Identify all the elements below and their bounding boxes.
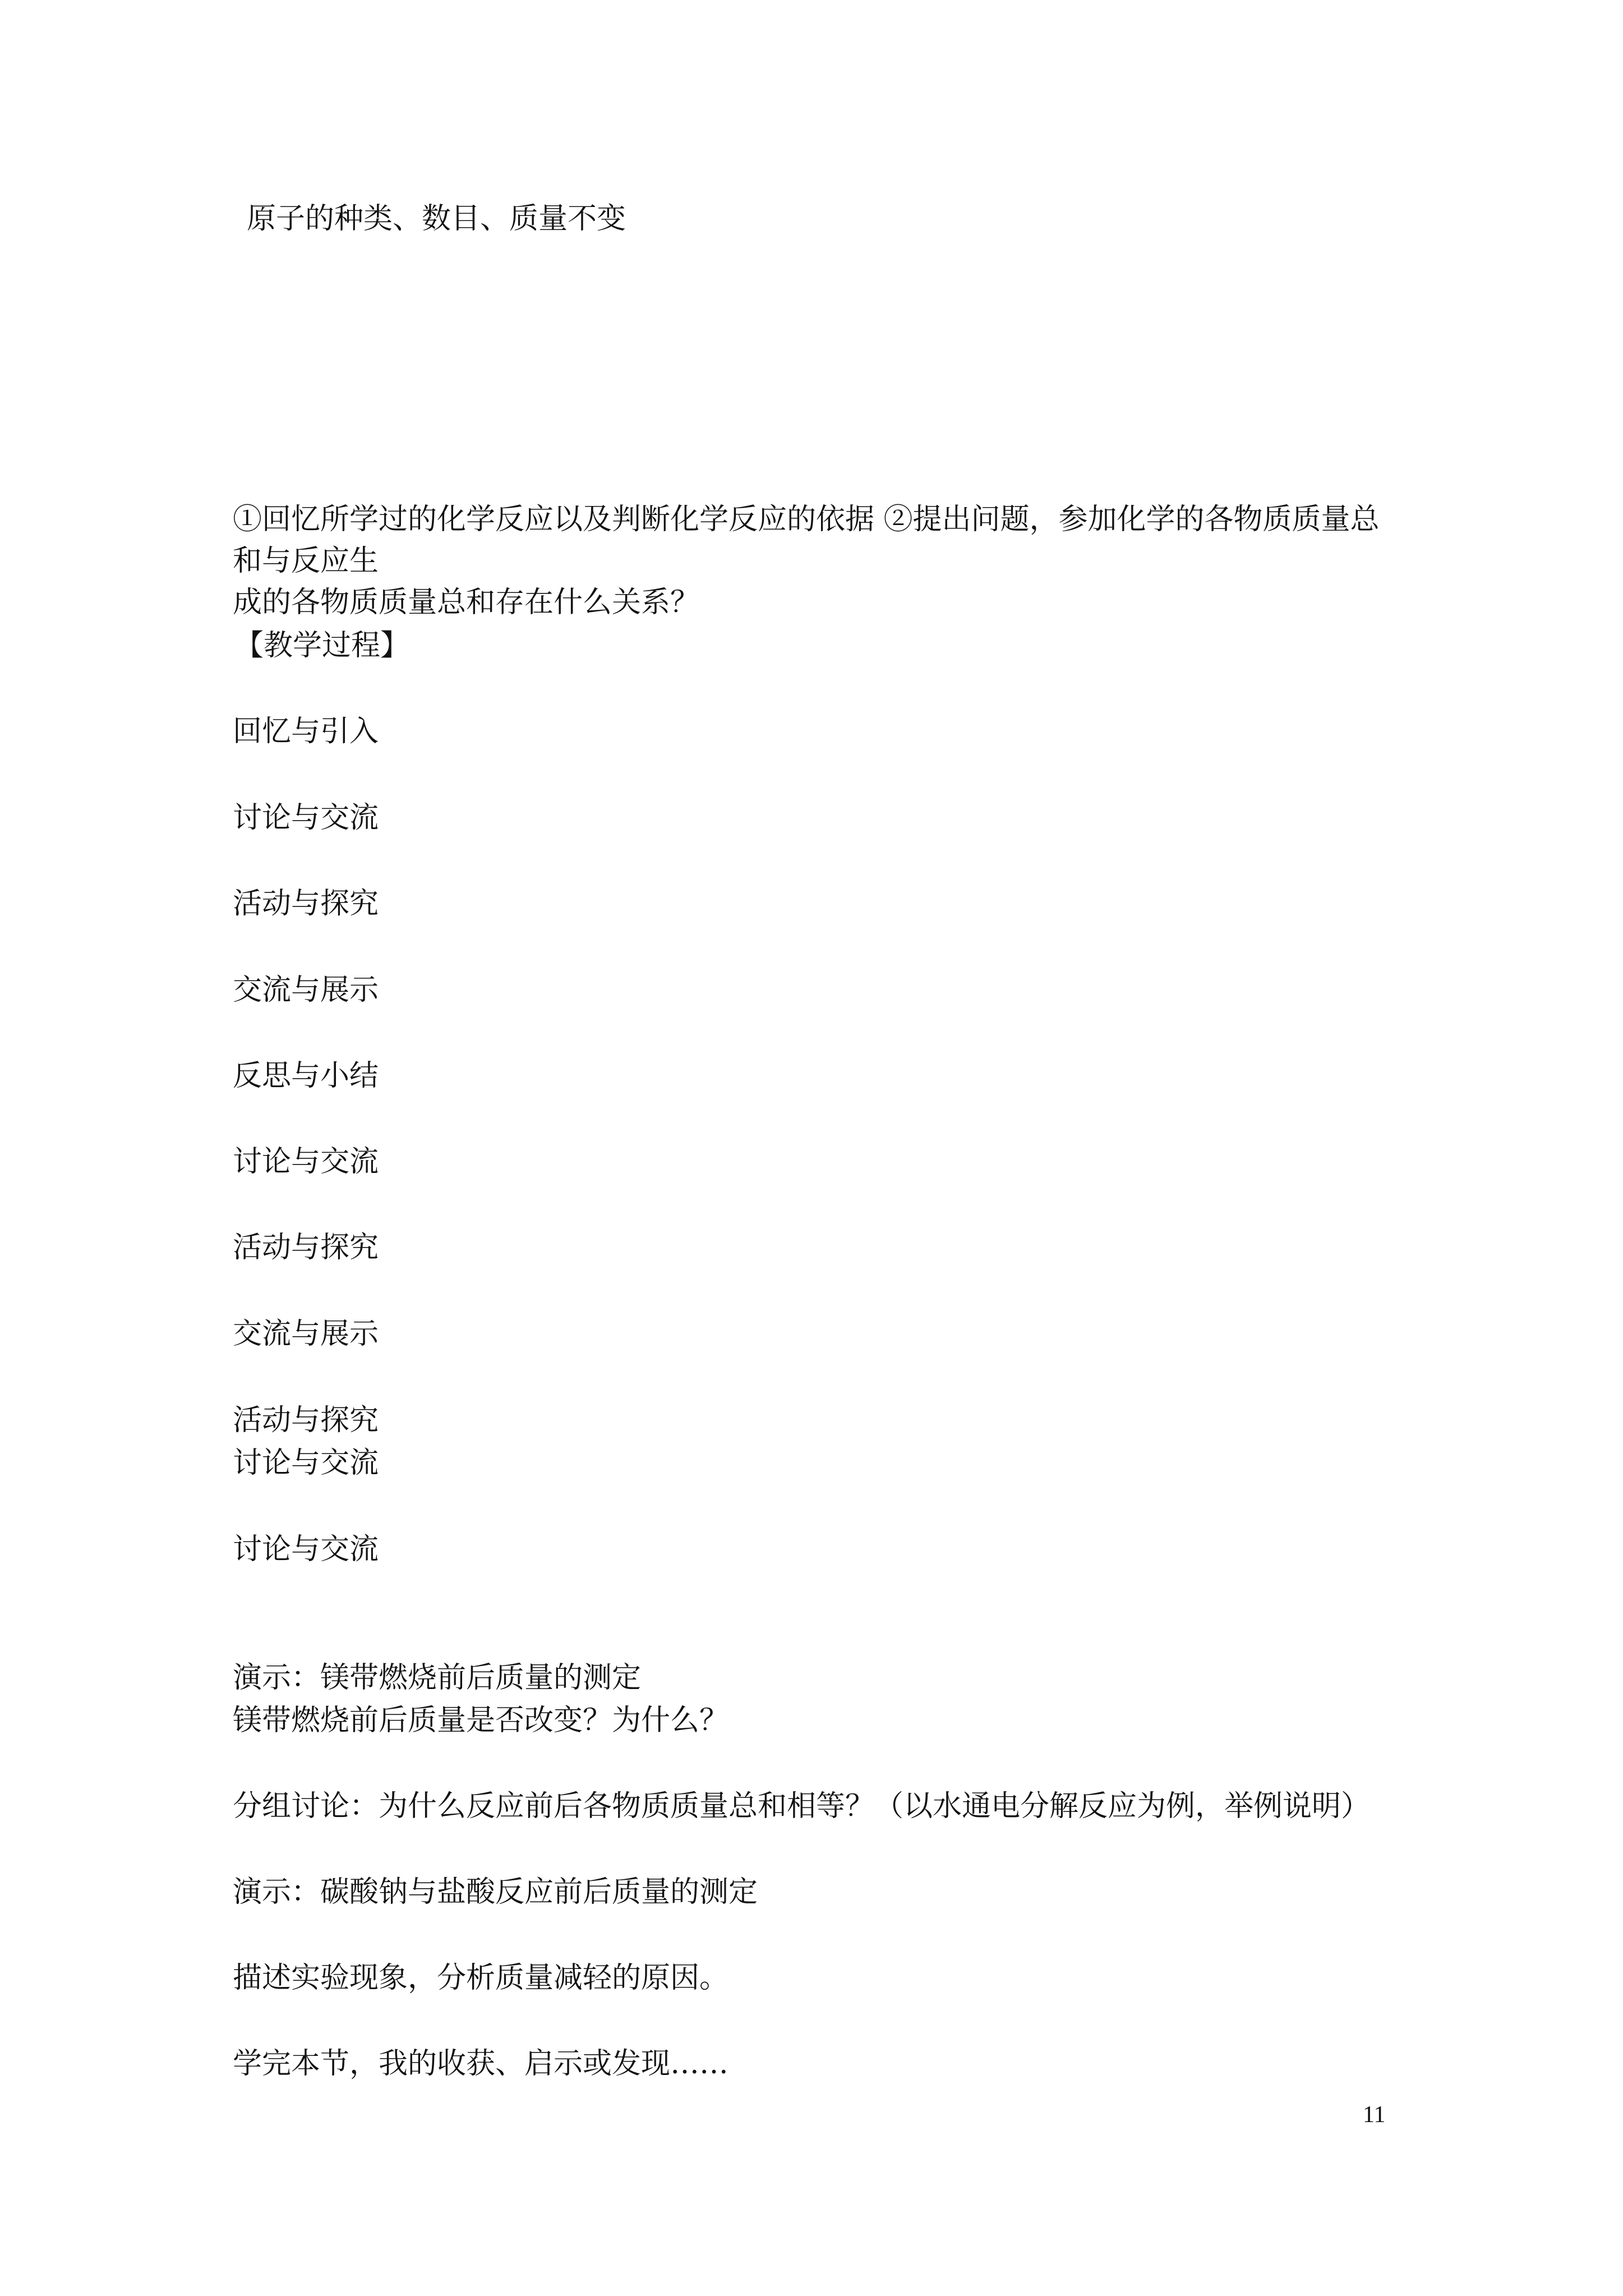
activity-line: 学完本节，我的收获、启示或发现……: [233, 2047, 729, 2081]
stage-item: 讨论与交流: [233, 1533, 379, 1566]
activity-line: 镁带燃烧前后质量是否改变？为什么？: [233, 1704, 729, 1737]
stage-item: 活动与探究: [233, 887, 379, 921]
stage-item: 讨论与交流: [233, 801, 379, 835]
intro-line-2: 和与反应生: [233, 544, 379, 578]
activity-line: 演示：碳酸钠与盐酸反应前后质量的测定: [233, 1875, 758, 1909]
stage-item: 活动与探究: [233, 1231, 379, 1264]
page-number: 11: [1363, 2102, 1386, 2128]
section-heading: 【教学过程】: [234, 629, 410, 662]
intro-line-3: 成的各物质质量总和存在什么关系？: [233, 586, 700, 619]
stage-item: 活动与探究: [233, 1404, 379, 1437]
stage-item: 交流与展示: [233, 1317, 379, 1351]
stage-item: 讨论与交流: [233, 1145, 379, 1179]
activity-line: 描述实验现象，分析质量减轻的原因。: [233, 1961, 729, 1995]
activity-line: 分组讨论：为什么反应前后各物质质量总和相等？（以水通电分解反应为例，举例说明）: [233, 1789, 1371, 1823]
stage-item: 讨论与交流: [233, 1446, 379, 1480]
activity-line: 演示：镁带燃烧前后质量的测定: [233, 1661, 642, 1695]
stage-item: 反思与小结: [233, 1059, 379, 1093]
stage-item: 交流与展示: [233, 973, 379, 1007]
top-line: 原子的种类、数目、质量不变: [247, 202, 626, 236]
intro-line-1: ①回忆所学过的化学反应以及判断化学反应的依据 ②提出问题，参加化学的各物质质量总: [233, 503, 1380, 536]
stage-item: 回忆与引入: [233, 715, 379, 748]
